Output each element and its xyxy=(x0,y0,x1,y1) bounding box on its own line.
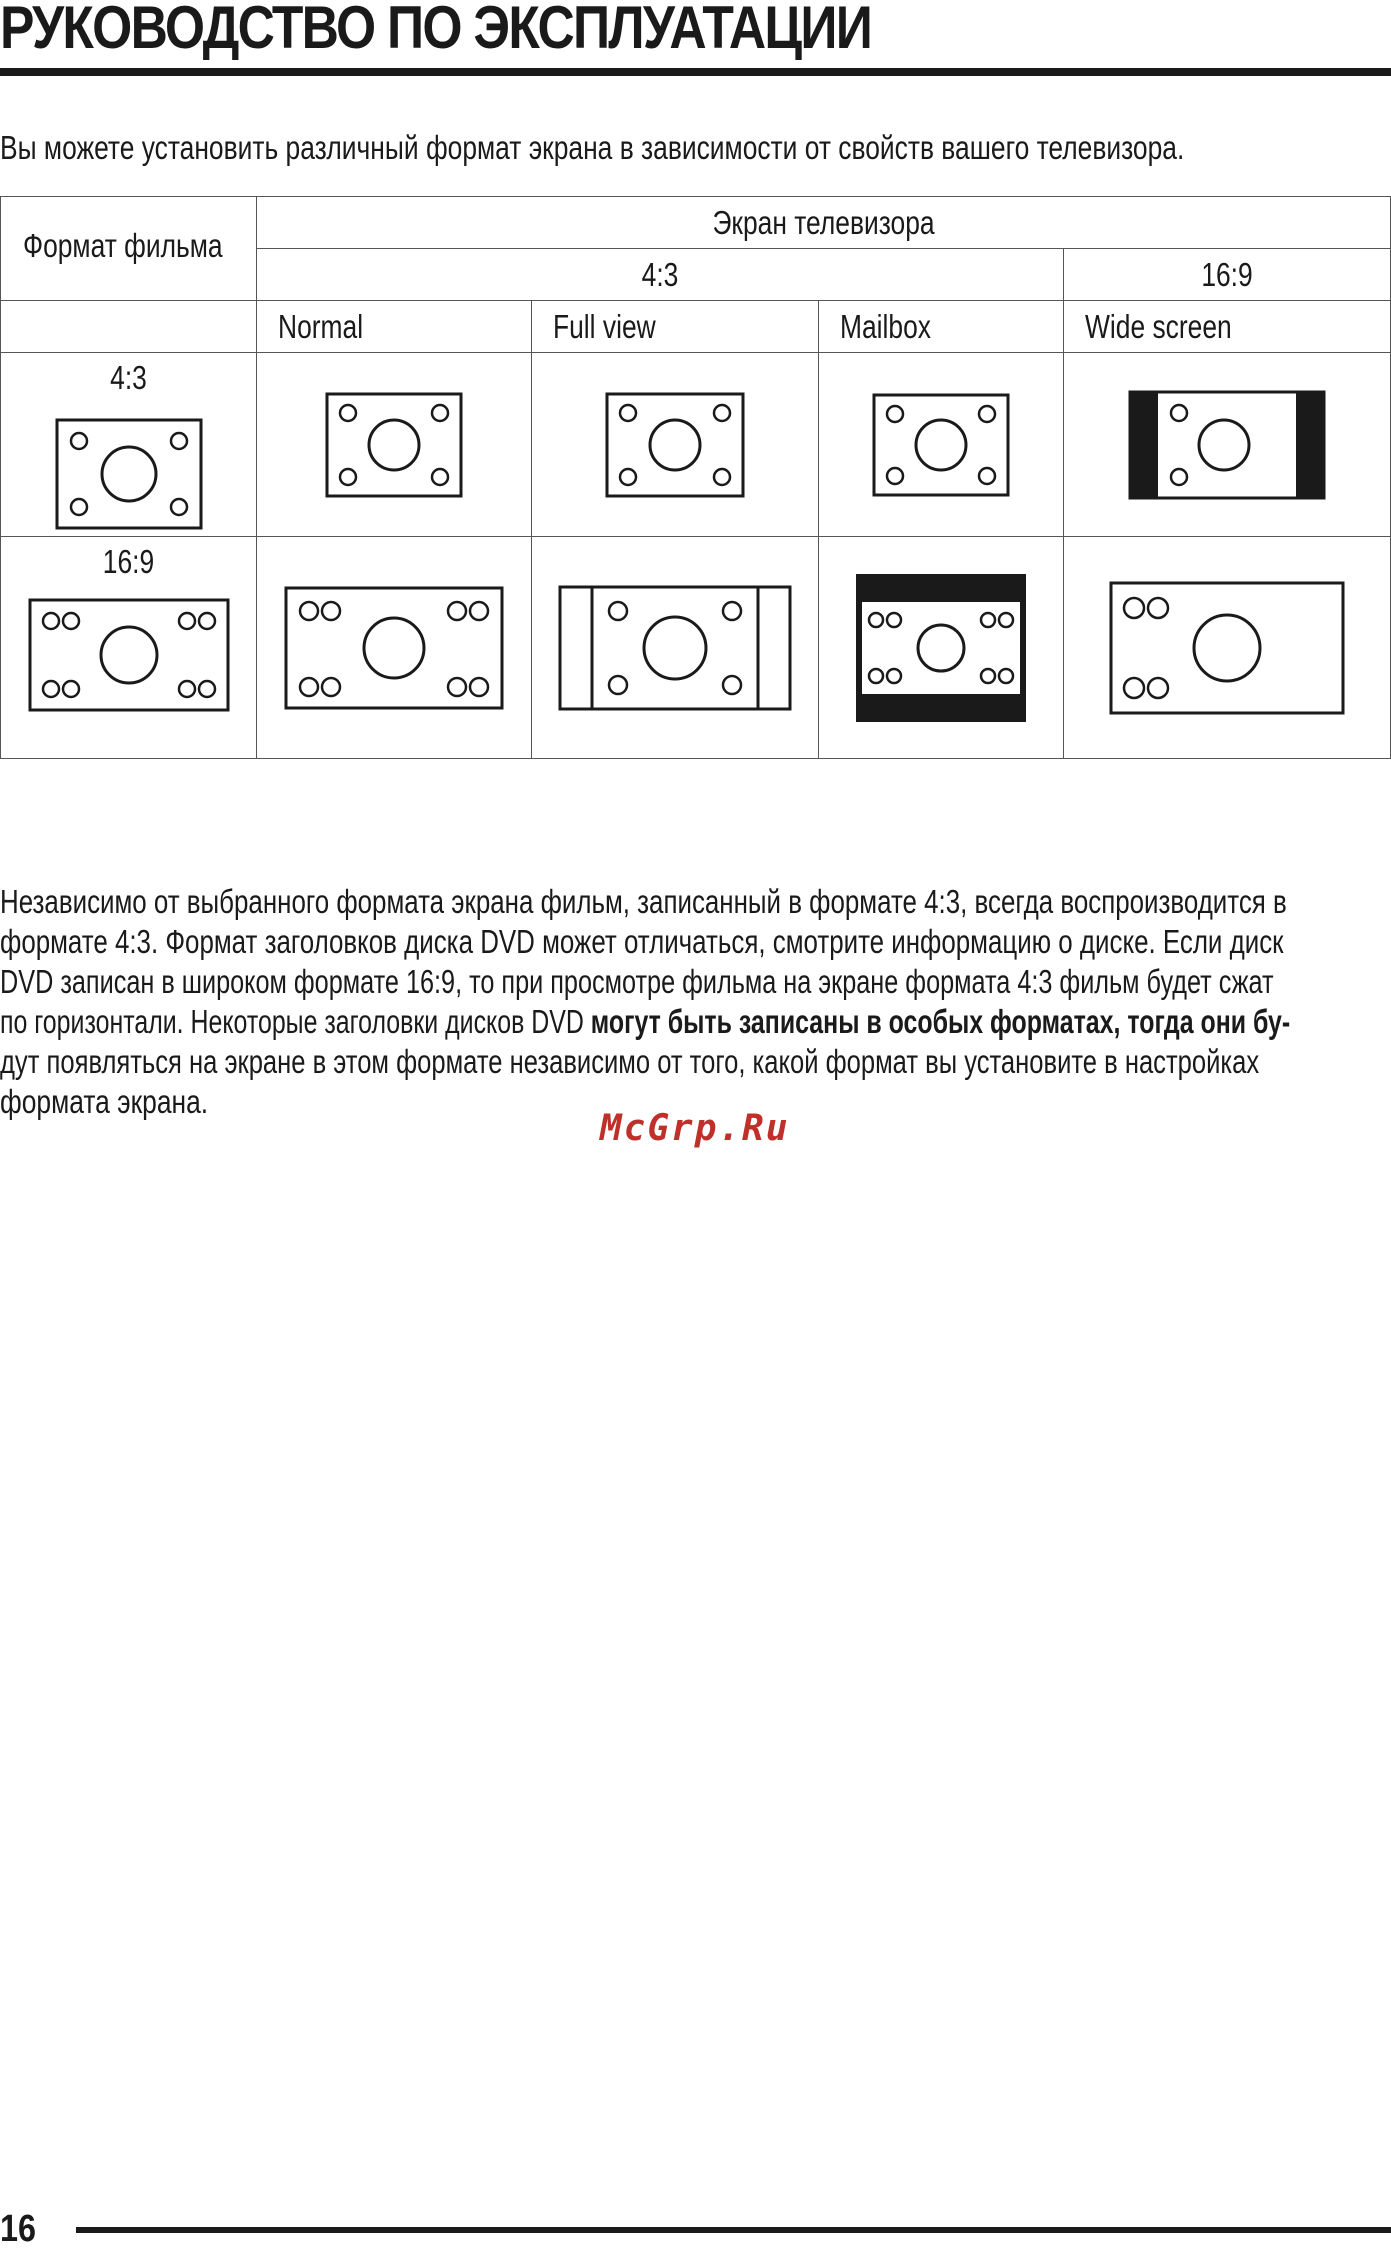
mode-full-view: Full view xyxy=(553,307,656,345)
title-rule xyxy=(0,68,1391,76)
body-paragraph xyxy=(0,882,1391,1122)
mode-wide-screen: Wide screen xyxy=(1085,307,1232,345)
full-view-4-3-cell xyxy=(532,353,819,537)
film-4-3-diagram xyxy=(54,417,204,531)
wide-screen-16-9-cell xyxy=(1064,537,1391,759)
full-view-4-3-diagram xyxy=(604,391,746,499)
mailbox-4-3-diagram xyxy=(871,392,1011,498)
empty-corner-cell xyxy=(1,301,257,353)
full-view-16-9-cell xyxy=(532,537,819,759)
film-4-3-cell xyxy=(1,353,257,537)
normal-16-9-cell xyxy=(257,537,532,759)
page-title: РУКОВОДСТВО ПО ЭКСПЛУАТАЦИИ xyxy=(0,0,872,61)
mode-normal-cell xyxy=(257,301,532,353)
mode-mailbox-cell xyxy=(819,301,1064,353)
tv-group-16-9-cell xyxy=(1064,249,1391,301)
tv-group-4-3-cell xyxy=(257,249,1064,301)
mode-full-view-cell xyxy=(532,301,819,353)
body-line-3: DVD записан в широком формате 16:9, то при просмотре фильма на экране формата 4:3 фильм будет сжат xyxy=(0,963,1274,1000)
wide-screen-16-9-diagram xyxy=(1108,580,1346,716)
mode-normal: Normal xyxy=(278,307,364,345)
intro-paragraph: Вы можете установить различный формат экрана в зависимости от свойств вашего телевизора. xyxy=(0,129,1185,166)
body-line-1: Независимо от выбранного формата экрана фильм, записанный в формате 4:3, всегда воспроизводится в xyxy=(0,883,1287,920)
body-line-5: дут появляться на экране в этом формате независимо от того, какой формат вы установите в настройках xyxy=(0,1043,1260,1080)
mode-wide-screen-cell xyxy=(1064,301,1391,353)
film-format-header-cell xyxy=(1,197,257,301)
body-line-6: формата экрана. xyxy=(0,1083,209,1120)
body-line-4 xyxy=(0,1002,1291,1042)
watermark: McGrp.Ru xyxy=(600,1108,790,1149)
wide-screen-4-3-diagram xyxy=(1127,389,1327,501)
footer-rule xyxy=(76,2227,1391,2233)
mailbox-4-3-cell xyxy=(819,353,1064,537)
page-number: 16 xyxy=(0,2208,36,2250)
mailbox-16-9-diagram xyxy=(856,574,1026,722)
tv-screen-header-cell xyxy=(257,197,1391,249)
film-16-9-diagram xyxy=(27,597,231,713)
normal-16-9-diagram xyxy=(283,585,505,711)
tv-screen-header: Экран телевизора xyxy=(712,203,935,241)
body-line-4-text: по горизонтали. Некоторые заголовки дисков DVD xyxy=(0,1003,591,1040)
body-bold-text: могут быть записаны в особых форматах, тогда они бу- xyxy=(590,1003,1291,1040)
mode-mailbox: Mailbox xyxy=(840,307,931,345)
tv-group-4-3: 4:3 xyxy=(641,255,679,293)
mailbox-16-9-cell xyxy=(819,537,1064,759)
normal-4-3-cell xyxy=(257,353,532,537)
film-format-header: Формат фильма xyxy=(23,227,223,264)
wide-screen-4-3-cell xyxy=(1064,353,1391,537)
film-4-3-label: 4:3 xyxy=(110,359,147,396)
normal-4-3-diagram xyxy=(324,391,464,499)
film-16-9-cell xyxy=(1,537,257,759)
tv-group-16-9: 16:9 xyxy=(1201,255,1253,293)
full-view-16-9-diagram xyxy=(557,584,793,712)
body-line-2: формате 4:3. Формат заголовков диска DVD может отличаться, смотрите информацию о диске. Если диск xyxy=(0,923,1284,960)
screen-format-table xyxy=(0,196,1391,759)
film-16-9-label: 16:9 xyxy=(102,543,155,580)
